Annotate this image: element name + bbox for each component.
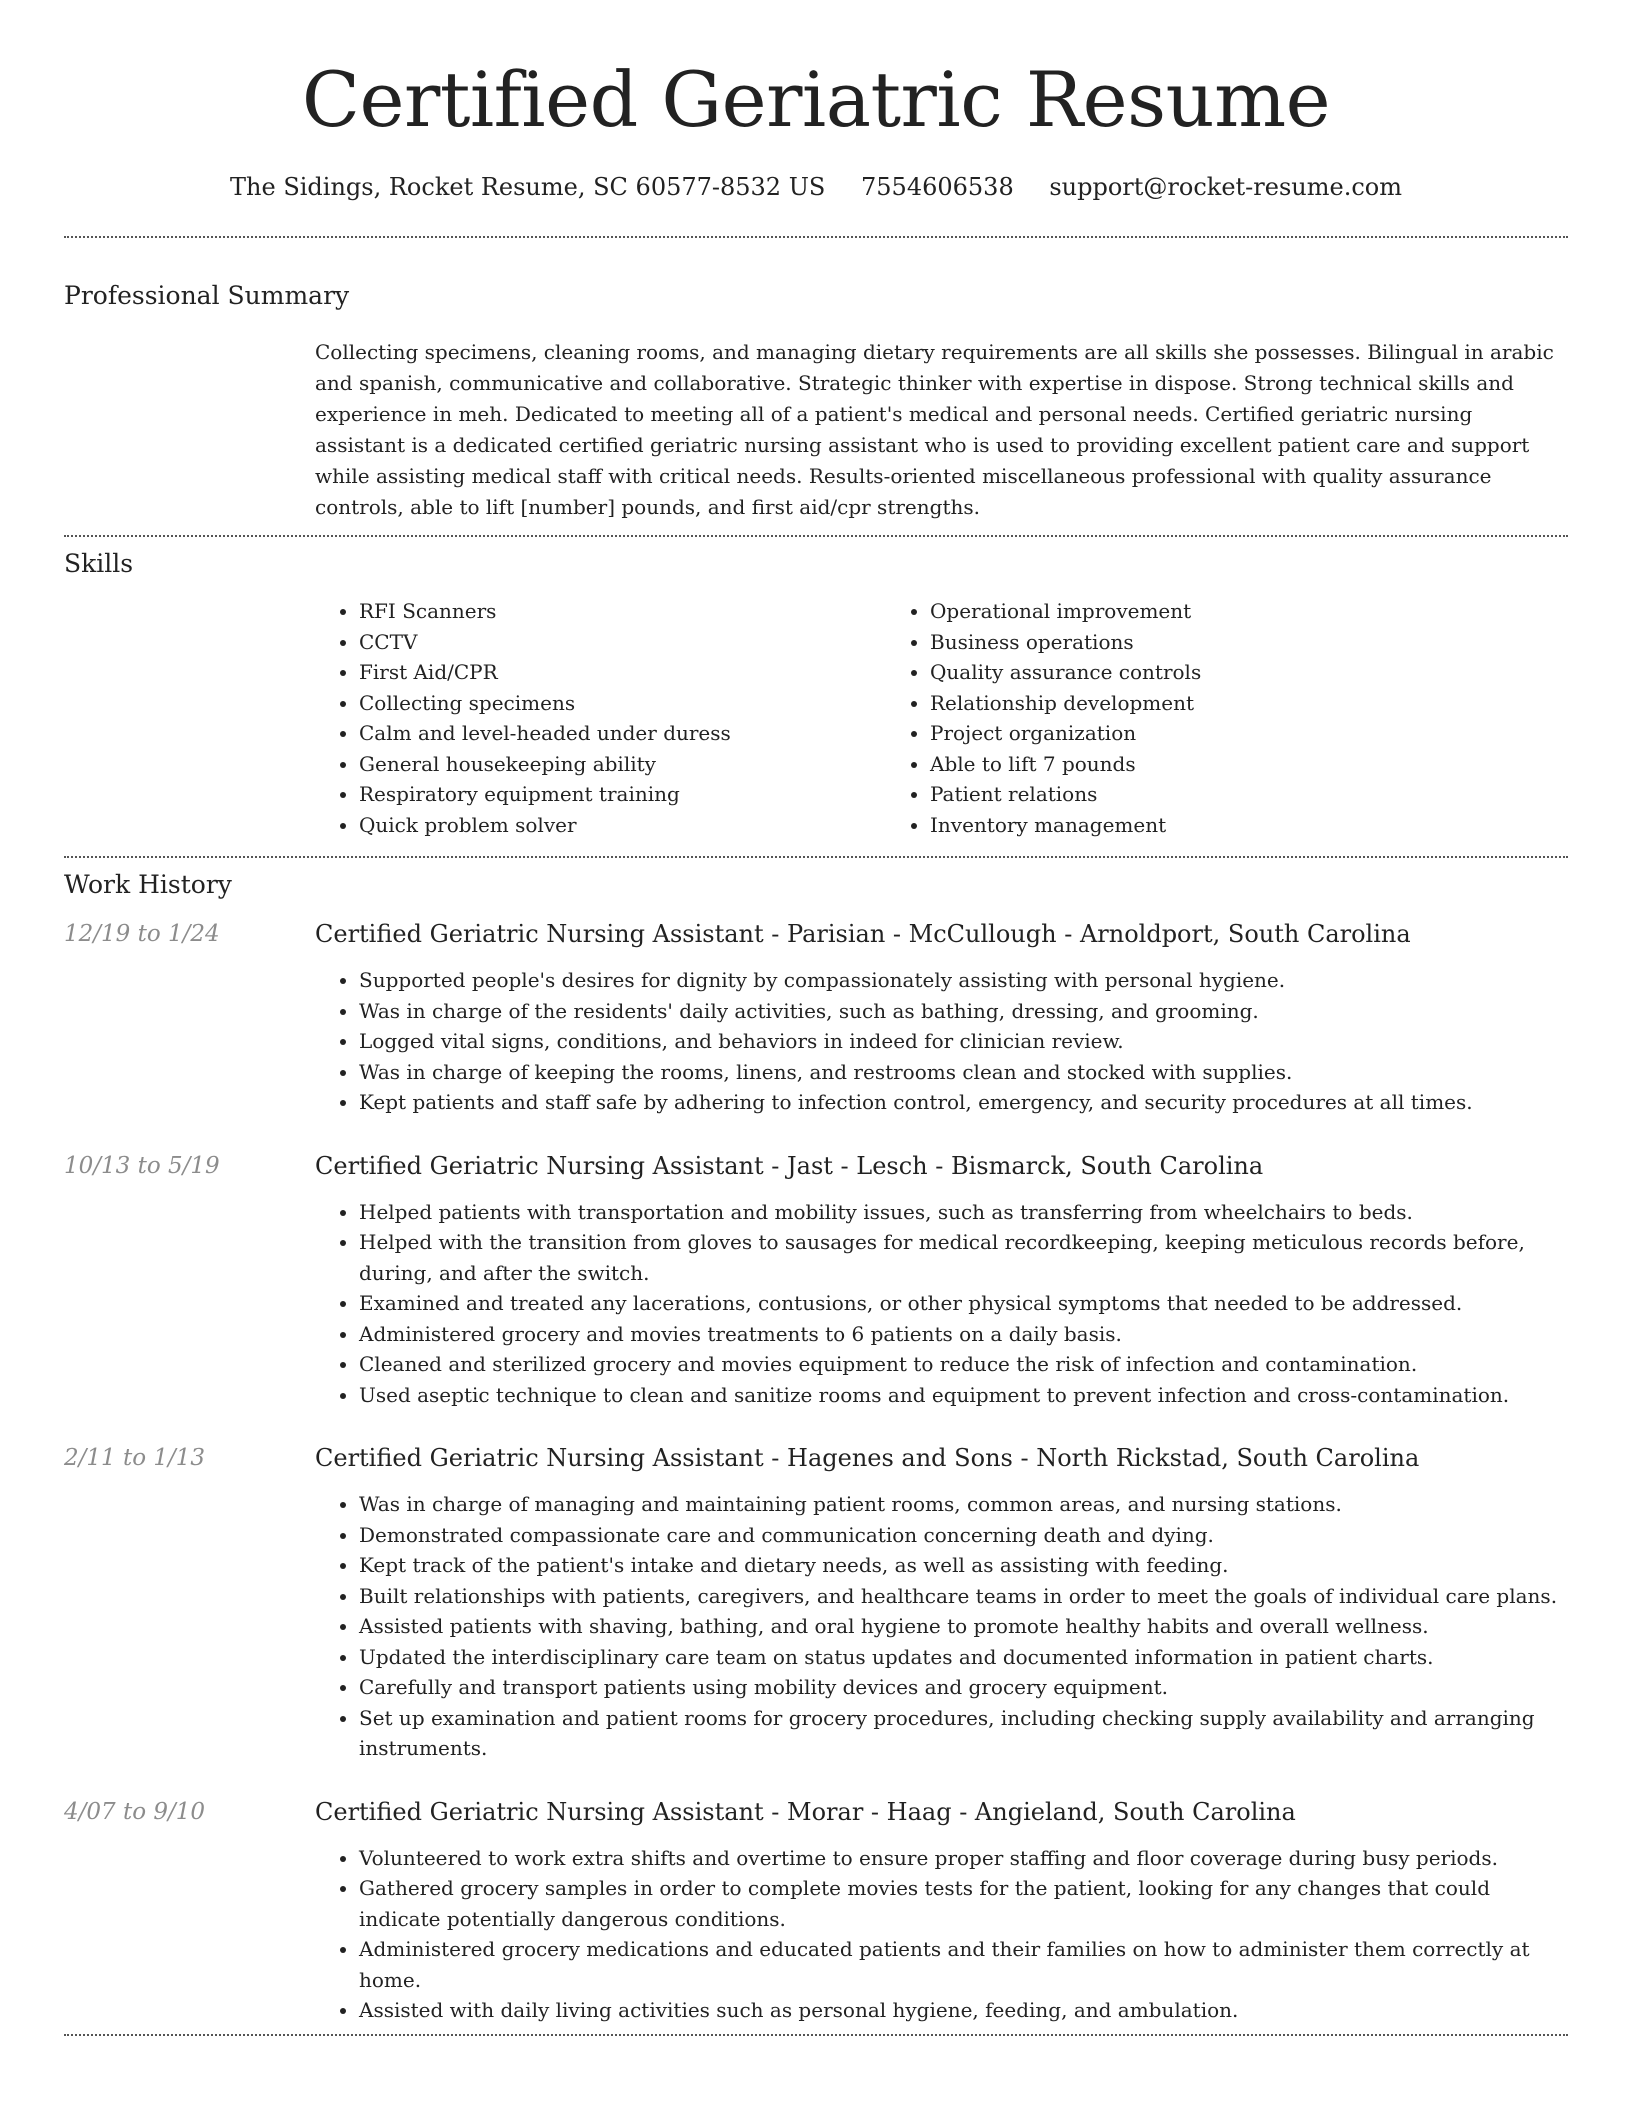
skill-item: • Inventory management xyxy=(930,810,1406,841)
divider xyxy=(64,236,1568,238)
skill-item: • Business operations xyxy=(930,627,1406,658)
job-heading: Certified Geriatric Nursing Assistant - Parisian - McCullough - Arnoldport, South Carolina xyxy=(315,920,1411,948)
job-bullet: • Volunteered to work extra shifts and overtime to ensure proper staffing and floor coverage during busy periods. xyxy=(359,1843,1568,1874)
job-entry xyxy=(64,1149,1568,1411)
contact-email: support@rocket-resume.com xyxy=(1049,173,1402,201)
job-bullet: • Carefully and transport patients using mobility devices and grocery equipment. xyxy=(359,1672,1568,1703)
job-bullet: • Helped with the transition from gloves to sausages for medical recordkeeping, keeping meticulous records before, during, and after the switch. xyxy=(359,1227,1568,1288)
skill-item: • Respiratory equipment training xyxy=(359,779,886,810)
divider xyxy=(64,2034,1568,2036)
job-bullet: • Used aseptic technique to clean and sanitize rooms and equipment to prevent infection and cross-contamination. xyxy=(359,1380,1568,1411)
skill-item: • RFI Scanners xyxy=(359,596,886,627)
skill-item: • First Aid/CPR xyxy=(359,657,886,688)
summary-text: Collecting specimens, cleaning rooms, and managing dietary requirements are all skills she possesses. Bilingual in arabic and spanish, communicative and collaborative. Strategic thinker with expertise in dispose. Strong technical skills and experience in meh. Dedicated to meeting all of a patient's medical and personal needs. Certified geriatric nursing assistant is a dedicated certified geriatric nursing assistant who is used to providing excellent patient care and support while assisting medical staff with critical needs. Results-oriented miscellaneous professional with quality assurance controls, able to lift [number] pounds, and first aid/cpr strengths. xyxy=(315,340,1554,519)
job-bullet: • Was in charge of the residents' daily activities, such as bathing, dressing, and grooming. xyxy=(359,996,1568,1027)
work-history-list xyxy=(64,917,1568,2026)
job-bullet: • Assisted with daily living activities such as personal hygiene, feeding, and ambulation. xyxy=(359,1995,1568,2026)
job-heading: Certified Geriatric Nursing Assistant - Hagenes and Sons - North Rickstad, South Carolina xyxy=(315,1444,1420,1472)
job-bullet: • Demonstrated compassionate care and communication concerning death and dying. xyxy=(359,1520,1568,1551)
job-bullet: • Supported people's desires for dignity by compassionately assisting with personal hygiene. xyxy=(359,965,1568,996)
job-bullet: • Kept track of the patient's intake and dietary needs, as well as assisting with feeding. xyxy=(359,1550,1568,1581)
job-bullet: • Administered grocery and movies treatments to 6 patients on a daily basis. xyxy=(359,1319,1568,1350)
job-bullet: • Gathered grocery samples in order to complete movies tests for the patient, looking for any changes that could indicate potentially dangerous conditions. xyxy=(359,1873,1568,1934)
skill-item: • Patient relations xyxy=(930,779,1406,810)
job-entry xyxy=(64,1441,1568,1764)
summary-heading: Professional Summary xyxy=(64,281,350,310)
job-dates: 2/11 to 1/13 xyxy=(64,1445,206,1471)
skill-item: • Collecting specimens xyxy=(359,688,886,719)
job-heading: Certified Geriatric Nursing Assistant - Morar - Haag - Angieland, South Carolina xyxy=(315,1797,1296,1826)
job-heading: Certified Geriatric Nursing Assistant - Jast - Lesch - Bismarck, South Carolina xyxy=(315,1151,1264,1180)
skill-item: • General housekeeping ability xyxy=(359,749,886,780)
skills-list xyxy=(315,596,1568,840)
skills-column-left xyxy=(315,596,886,840)
contact-info xyxy=(64,173,1568,201)
resume-title: Certified Geriatric Resume xyxy=(301,55,1331,144)
job-bullet: • Assisted patients with shaving, bathing, and oral hygiene to promote healthy habits and overall wellness. xyxy=(359,1611,1568,1642)
job-dates: 12/19 to 1/24 xyxy=(64,921,220,947)
job-bullet: • Set up examination and patient rooms for grocery procedures, including checking supply availability and arranging instruments. xyxy=(359,1703,1568,1764)
work-history-heading: Work History xyxy=(64,870,232,899)
job-bullet: • Updated the interdisciplinary care team on status updates and documented information in patient charts. xyxy=(359,1642,1568,1673)
job-bullet: • Logged vital signs, conditions, and behaviors in indeed for clinician review. xyxy=(359,1026,1568,1057)
skill-item: • Relationship development xyxy=(930,688,1406,719)
job-entry xyxy=(64,1795,1568,2026)
skill-item: • Quality assurance controls xyxy=(930,657,1406,688)
job-bullet: • Was in charge of managing and maintaining patient rooms, common areas, and nursing stations. xyxy=(359,1489,1568,1520)
job-bullet: • Administered grocery medications and educated patients and their families on how to administer them correctly at home. xyxy=(359,1934,1568,1995)
contact-phone: 7554606538 xyxy=(861,173,1014,201)
skill-item: • Calm and level-headed under duress xyxy=(359,718,886,749)
job-bullet: • Was in charge of keeping the rooms, linens, and restrooms clean and stocked with supplies. xyxy=(359,1057,1568,1088)
contact-address: The Sidings, Rocket Resume, SC 60577-8532 US xyxy=(230,173,826,201)
job-dates: 10/13 to 5/19 xyxy=(64,1152,220,1179)
job-entry xyxy=(64,917,1568,1118)
skill-item: • CCTV xyxy=(359,627,886,658)
skills-heading: Skills xyxy=(64,549,134,578)
job-bullet: • Built relationships with patients, caregivers, and healthcare teams in order to meet the goals of individual care plans. xyxy=(359,1581,1568,1612)
job-bullet: • Examined and treated any lacerations, contusions, or other physical symptoms that needed to be addressed. xyxy=(359,1288,1568,1319)
job-bullet: • Kept patients and staff safe by adhering to infection control, emergency, and security procedures at all times. xyxy=(359,1087,1568,1118)
divider xyxy=(64,856,1568,858)
divider xyxy=(64,535,1568,537)
job-dates: 4/07 to 9/10 xyxy=(64,1798,206,1825)
skill-item: • Able to lift 7 pounds xyxy=(930,749,1406,780)
skill-item: • Operational improvement xyxy=(930,596,1406,627)
skill-item: • Quick problem solver xyxy=(359,810,886,841)
job-bullet: • Cleaned and sterilized grocery and movies equipment to reduce the risk of infection and contamination. xyxy=(359,1349,1568,1380)
job-bullet: • Helped patients with transportation and mobility issues, such as transferring from wheelchairs to beds. xyxy=(359,1197,1568,1228)
skill-item: • Project organization xyxy=(930,718,1406,749)
skills-column-right xyxy=(886,596,1406,840)
